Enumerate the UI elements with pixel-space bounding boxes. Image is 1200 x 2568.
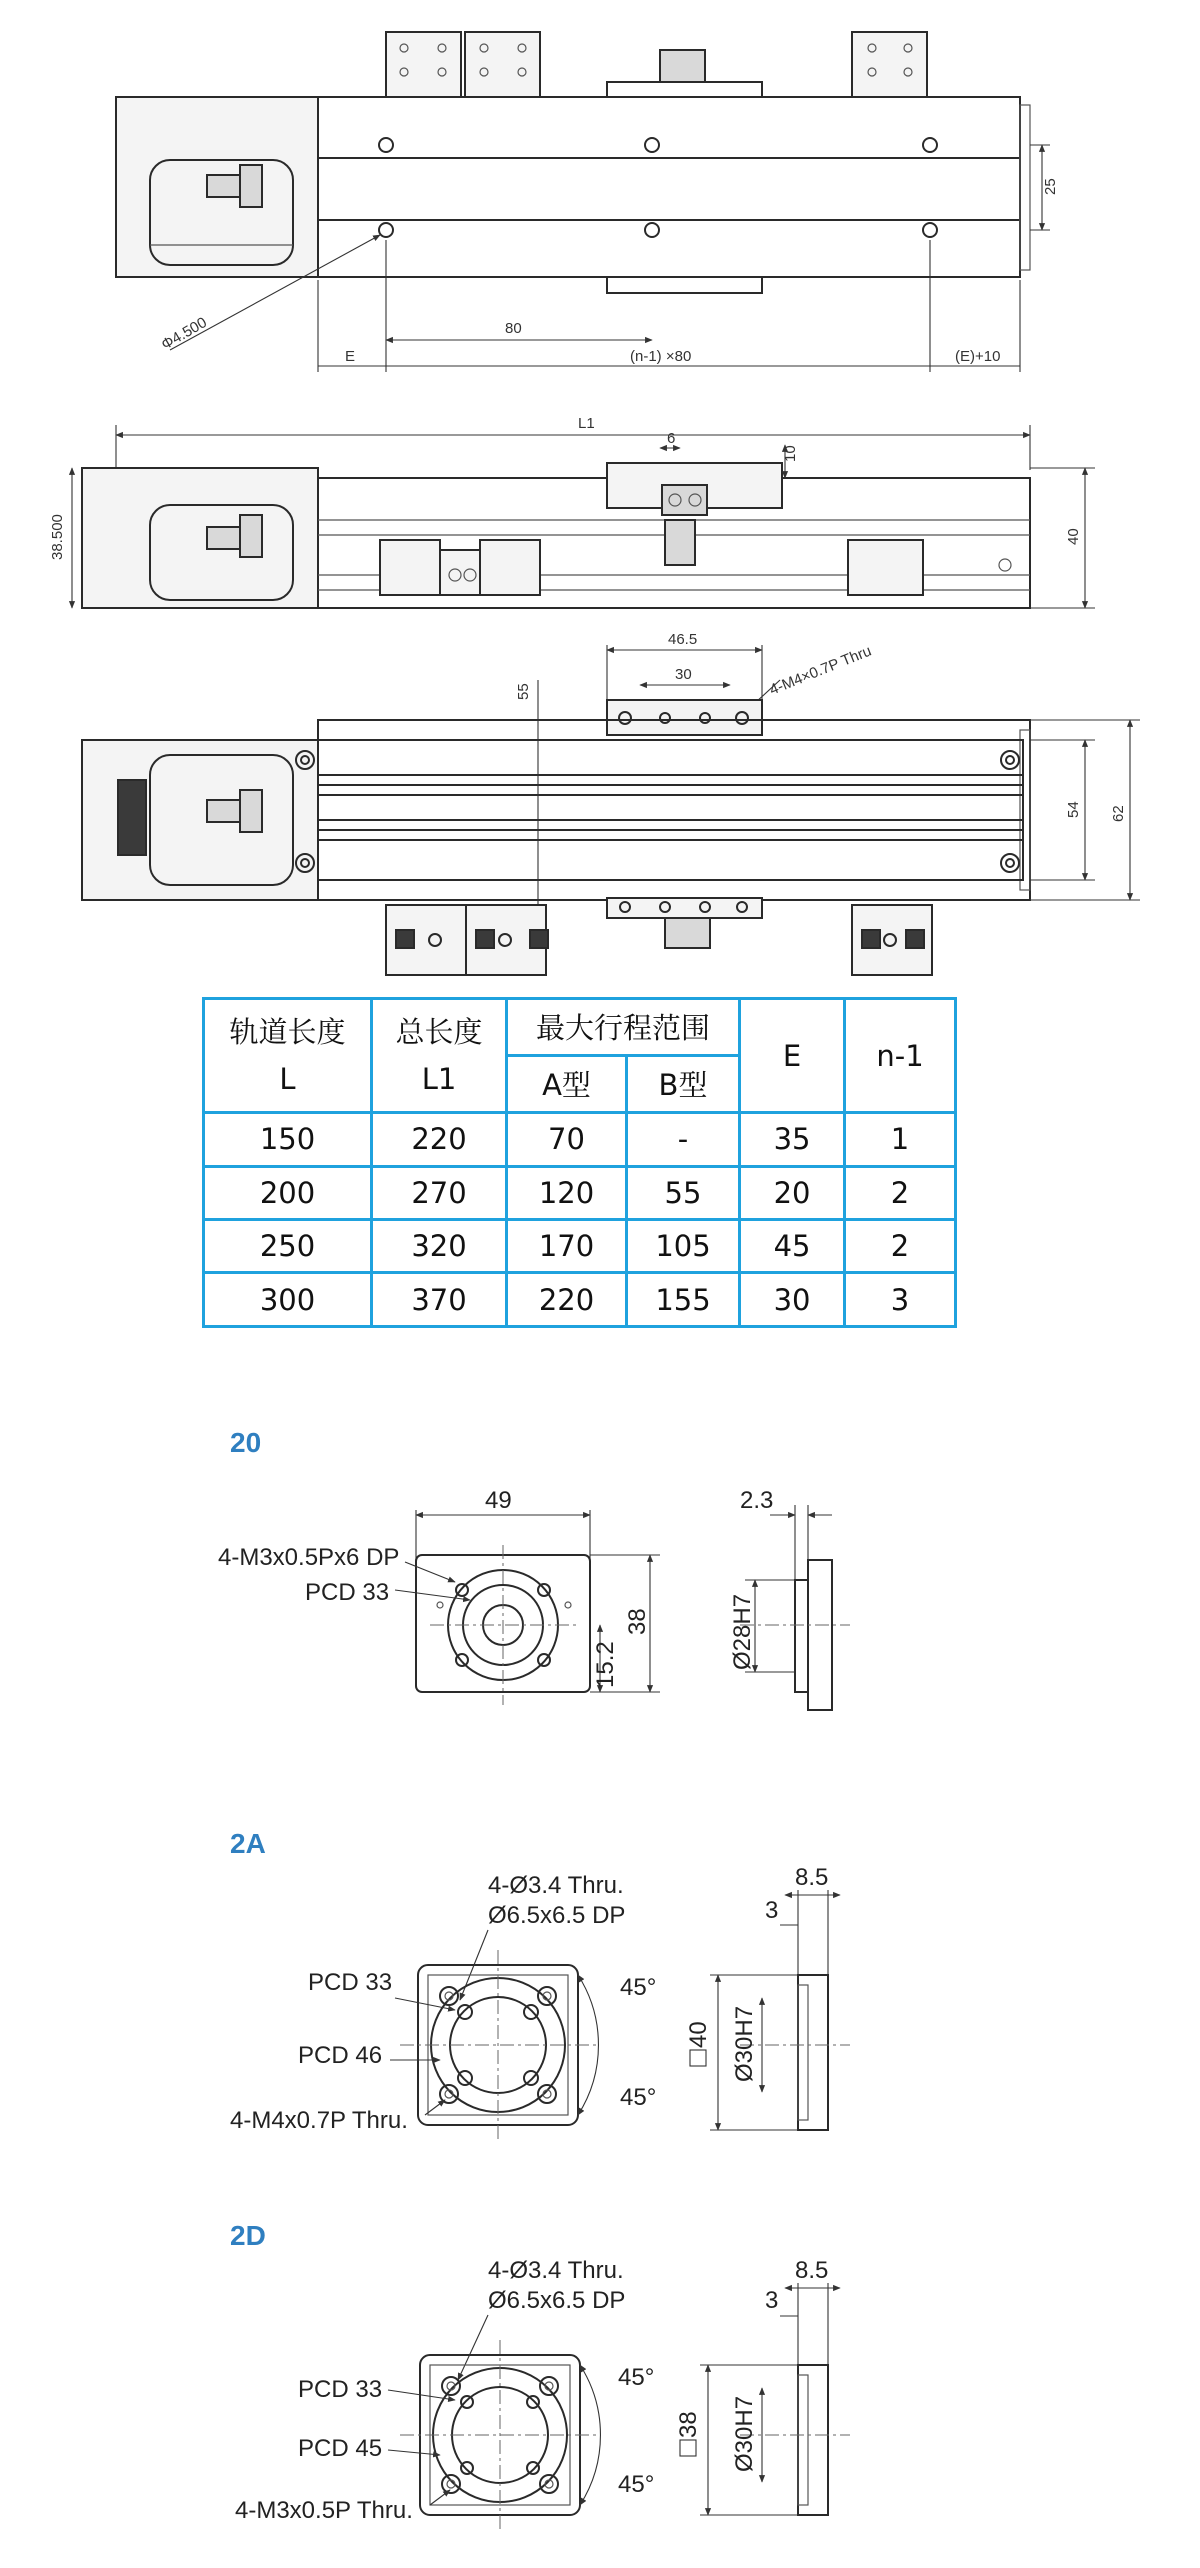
header-rail-length-sym: L xyxy=(279,1061,296,1096)
thru-label: 4-Ø3.4 Thru. xyxy=(488,2257,624,2284)
header-type-a: A型 xyxy=(507,1055,627,1113)
cell-n1: 1 xyxy=(845,1113,956,1166)
top-view xyxy=(116,32,1059,372)
cell-L: 300 xyxy=(204,1273,372,1327)
cell-E: 45 xyxy=(740,1220,845,1273)
dim-30: 30 xyxy=(675,666,692,683)
cell-E: 20 xyxy=(740,1166,845,1219)
spec-table xyxy=(202,997,957,1328)
dim-3: 3 xyxy=(765,1897,779,1924)
cell-B: 105 xyxy=(627,1220,740,1273)
dim-3: 3 xyxy=(765,2287,779,2314)
table-header-row xyxy=(204,999,956,1056)
dim-38-5: 38.500 xyxy=(49,514,66,560)
cell-A: 220 xyxy=(507,1273,627,1327)
dim-40: 40 xyxy=(1065,528,1082,545)
cell-L: 250 xyxy=(204,1220,372,1273)
cell-L: 200 xyxy=(204,1166,372,1219)
dim-49: 49 xyxy=(485,1487,512,1514)
cell-B: 55 xyxy=(627,1166,740,1219)
header-rail-length-text: 轨道长度 xyxy=(229,1015,346,1050)
cell-L: 150 xyxy=(204,1113,372,1166)
cell-L1: 320 xyxy=(372,1220,507,1273)
header-total-length xyxy=(372,999,507,1113)
pcd-label: PCD 33 xyxy=(305,1579,390,1606)
dim-2-3: 2.3 xyxy=(740,1487,774,1514)
header-total-length-sym: L1 xyxy=(421,1061,457,1096)
pcd33-label: PCD 33 xyxy=(308,1969,393,1996)
flange-2a xyxy=(230,1828,850,2140)
section-title-2a: 2A xyxy=(230,1828,266,1859)
dim-62: 62 xyxy=(1110,805,1127,822)
angle-1: 45° xyxy=(618,2364,655,2391)
section-title-2d: 2D xyxy=(230,2220,266,2251)
dim-54: 54 xyxy=(1065,801,1082,818)
dim-25: 25 xyxy=(1042,178,1059,195)
dim-46-5: 46.5 xyxy=(668,631,698,648)
cell-E: 35 xyxy=(740,1113,845,1166)
dim-thread: 4-M4×0.7P Thru xyxy=(767,642,874,699)
cell-n1: 2 xyxy=(845,1220,956,1273)
cell-L1: 270 xyxy=(372,1166,507,1219)
header-total-length-text: 总长度 xyxy=(395,1015,483,1050)
tap-label: 4-M3x0.5P Thru. xyxy=(235,2497,413,2524)
dim-pitch-series: (n-1) ×80 xyxy=(630,348,692,365)
dim-10: 10 xyxy=(782,445,799,462)
bracket xyxy=(386,32,461,97)
cell-A: 170 xyxy=(507,1220,627,1273)
dim-pitch: 80 xyxy=(505,320,522,337)
pcd45-label: PCD 45 xyxy=(298,2435,383,2462)
table-row xyxy=(204,1220,956,1273)
sq-label: 38 xyxy=(675,2411,702,2438)
dim-15-2: 15.2 xyxy=(592,1641,619,1688)
sq-label: 40 xyxy=(685,2021,712,2048)
cell-B: - xyxy=(627,1113,740,1166)
flange-2d xyxy=(230,2220,850,2530)
cell-E: 30 xyxy=(740,1273,845,1327)
dim-e-right: (E)+10 xyxy=(955,348,1001,365)
cell-L1: 370 xyxy=(372,1273,507,1327)
dim-e-left: E xyxy=(345,348,356,365)
header-type-b: B型 xyxy=(627,1055,740,1113)
header-rail-length xyxy=(204,999,372,1113)
dim-hole: Φ4.500 xyxy=(158,313,210,354)
bore-label: Ø28H7 xyxy=(729,1593,756,1670)
section-title-20: 20 xyxy=(230,1427,262,1458)
dim-6: 6 xyxy=(667,430,676,447)
pcd46-label: PCD 46 xyxy=(298,2042,383,2069)
cell-B: 155 xyxy=(627,1273,740,1327)
bore-label: Ø30H7 xyxy=(731,2005,758,2082)
side-view xyxy=(49,415,1095,608)
dim-8-5: 8.5 xyxy=(795,1864,829,1891)
dim-8-5: 8.5 xyxy=(795,2257,829,2284)
cell-A: 70 xyxy=(507,1113,627,1166)
bore-label: Ø30H7 xyxy=(731,2395,758,2472)
header-e: E xyxy=(740,999,845,1113)
bottom-view xyxy=(82,631,1140,975)
tap-label: 4-M4x0.7P Thru. xyxy=(230,2107,408,2134)
cell-A: 120 xyxy=(507,1166,627,1219)
cell-n1: 2 xyxy=(845,1166,956,1219)
table-row xyxy=(204,1113,956,1166)
angle-2: 45° xyxy=(620,2084,657,2111)
cell-L1: 220 xyxy=(372,1113,507,1166)
dim-L1: L1 xyxy=(578,415,595,432)
header-n-minus-1: n-1 xyxy=(845,999,956,1113)
dim-55: 55 xyxy=(515,683,532,700)
flange-20 xyxy=(218,1427,850,1710)
thru-label: 4-Ø3.4 Thru. xyxy=(488,1872,624,1899)
dim-38: 38 xyxy=(624,1608,651,1635)
cell-n1: 3 xyxy=(845,1273,956,1327)
rail-body xyxy=(318,97,1020,277)
table-row xyxy=(204,1273,956,1327)
tap-label: 4-M3x0.5Px6 DP xyxy=(218,1544,400,1571)
pcd33-label: PCD 33 xyxy=(298,2376,383,2403)
cbore-label: Ø6.5x6.5 DP xyxy=(488,2287,626,2314)
angle-1: 45° xyxy=(620,1974,657,2001)
angle-2: 45° xyxy=(618,2471,655,2498)
header-max-stroke: 最大行程范围 xyxy=(507,999,740,1056)
motor-block xyxy=(82,468,318,608)
cbore-label: Ø6.5x6.5 DP xyxy=(488,1902,626,1929)
table-row xyxy=(204,1166,956,1219)
